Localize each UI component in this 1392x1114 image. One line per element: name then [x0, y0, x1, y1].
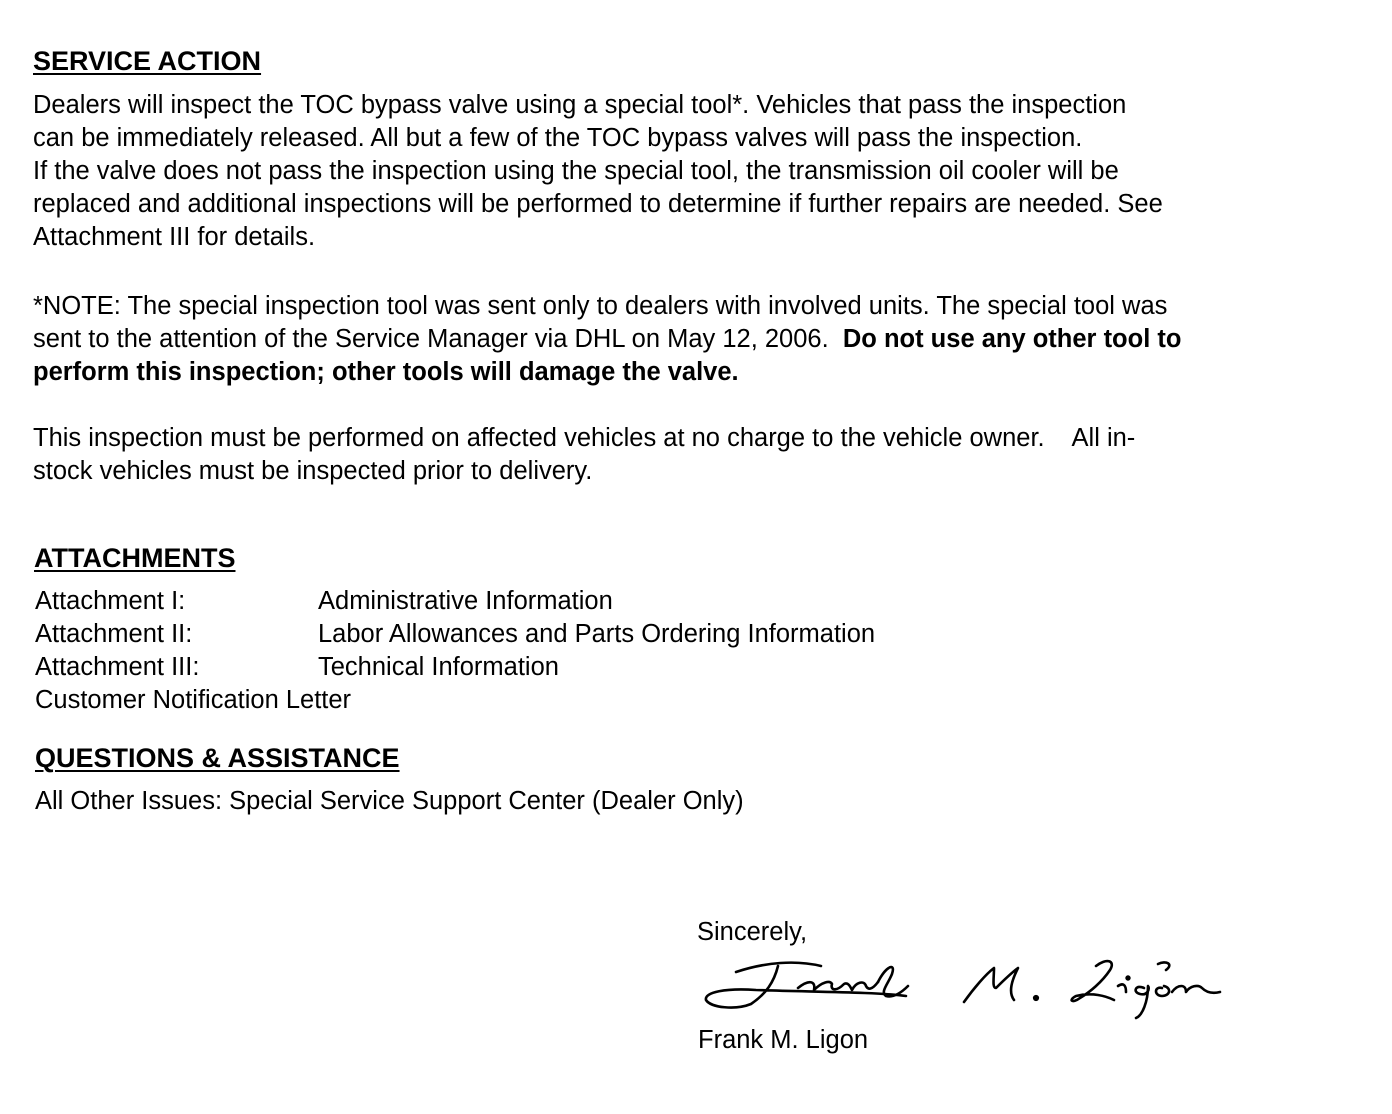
paragraph-line: replaced and additional inspections will be performed to determine if further repairs are needed. See: [33, 190, 1163, 218]
attachment-value: Technical Information: [318, 653, 559, 681]
paragraph-line: Dealers will inspect the TOC bypass valve using a special tool*. Vehicles that pass the inspection: [33, 91, 1127, 119]
handwritten-signature: [696, 952, 1226, 1024]
attachment-row: [35, 618, 1035, 651]
salutation: Sincerely,: [697, 918, 808, 946]
paragraph-line: This inspection must be performed on affected vehicles at no charge to the vehicle owner. All in-: [33, 424, 1136, 452]
attachment-key: Attachment I:: [35, 587, 186, 615]
attachment-row: [35, 651, 1035, 684]
questions-line: All Other Issues: Special Service Support Center (Dealer Only): [35, 787, 744, 815]
customer-notification-letter: Customer Notification Letter: [35, 686, 352, 714]
signer-name: Frank M. Ligon: [698, 1026, 869, 1054]
attachment-value: Administrative Information: [318, 587, 613, 615]
attachments-heading: ATTACHMENTS: [34, 543, 236, 573]
note-bold-line: perform this inspection; other tools will damage the valve.: [33, 358, 739, 386]
attachment-key: Attachment II:: [35, 620, 193, 648]
paragraph-line: Attachment III for details.: [33, 223, 316, 251]
note-bold-text: Do not use any other tool to: [842, 325, 1182, 353]
attachment-row: [35, 684, 1035, 717]
inspection-paragraph: [33, 422, 1135, 488]
attachment-key: Attachment III:: [35, 653, 200, 681]
note-line: [33, 323, 1181, 356]
attachment-row: [35, 585, 1035, 618]
service-action-heading: SERVICE ACTION: [33, 46, 262, 76]
questions-heading: QUESTIONS & ASSISTANCE: [35, 743, 400, 773]
note-paragraph: [33, 290, 1181, 389]
paragraph-line: can be immediately released. All but a few of the TOC bypass valves will pass the inspection.: [33, 124, 1083, 152]
note-line: *NOTE: The special inspection tool was sent only to dealers with involved units. The special tool was: [33, 292, 1168, 320]
note-normal-text: sent to the attention of the Service Manager via DHL on May 12, 2006.: [33, 325, 843, 353]
attachment-value: Labor Allowances and Parts Ordering Information: [318, 620, 876, 648]
signature-text: Frank M. Ligon: [696, 952, 703, 953]
service-action-paragraph: [33, 89, 1163, 254]
paragraph-line: stock vehicles must be inspected prior to delivery.: [33, 457, 593, 485]
paragraph-line: If the valve does not pass the inspection using the special tool, the transmission oil cooler will be: [33, 157, 1119, 185]
